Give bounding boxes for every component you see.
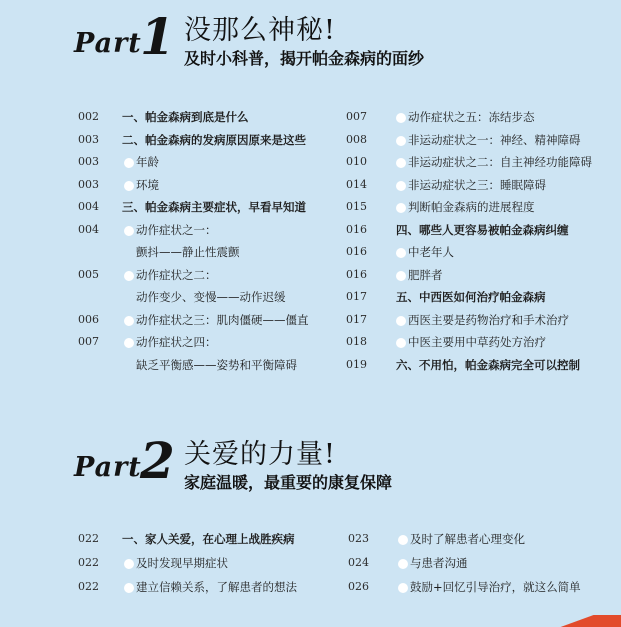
bullet-dot-icon [398,559,408,569]
part2-subtitle: 家庭温暖，最重要的康复保障 [184,473,393,492]
page-number: 017 [346,290,367,303]
part2-word: Part [74,452,142,483]
page-number: 022 [78,556,99,569]
page-number: 024 [348,556,369,569]
entry-title: 及时了解患者心理变化 [410,532,525,546]
page-number: 005 [78,267,99,281]
entry-title: 动作症状之四： [136,335,217,349]
part1-number: 1 [140,7,175,66]
page-number: 006 [78,312,99,326]
entry-title: 判断帕金森病的进展程度 [408,200,535,214]
page-number: 019 [346,357,367,371]
section-heading: 二、帕金森病的发病原因原来是这些 [122,132,306,147]
bullet-dot-icon [124,559,134,569]
section-heading: 一、家人关爱，在心理上战胜疾病 [122,532,295,546]
part2-title: 关爱的力量! [184,439,336,470]
page-number: 004 [78,200,99,213]
bullet-dot-icon [396,113,406,123]
part1-header [72,6,592,86]
entry-title: 非运动症状之三：睡眠障碍 [408,177,546,192]
page-number: 015 [346,200,367,213]
entry-title: 非运动症状之一：神经、精神障碍 [408,132,581,147]
entry-title: 建立信赖关系，了解患者的想法 [136,580,297,594]
bullet-dot-icon [124,338,134,348]
entry-title: 动作症状之二： [136,267,217,282]
entry-title: 年龄 [136,155,159,169]
entry-title: 鼓励+回忆引导治疗，就这么简单 [410,580,581,594]
entry-title: 西医主要是药物治疗和手术治疗 [408,312,569,327]
section-heading: 六、不用怕，帕金森病完全可以控制 [396,357,580,372]
entry-title: 缺乏平衡感——姿势和平衡障碍 [136,357,297,372]
entry-title: 颤抖——静止性震颤 [136,245,240,259]
part1-word: Part [74,28,142,59]
bullet-dot-icon [398,535,408,545]
page-number: 004 [78,222,99,236]
bullet-dot-icon [396,338,406,348]
bullet-dot-icon [396,316,406,326]
entry-title: 动作症状之五：冻结步态 [408,110,535,124]
page-number: 016 [346,245,367,258]
page-number: 018 [346,335,367,348]
section-heading: 三、帕金森病主要症状，早看早知道 [122,200,306,214]
bullet-dot-icon [124,158,134,168]
page-number: 014 [346,177,367,191]
entry-title: 动作症状之三：肌肉僵硬——僵直 [136,312,309,327]
bullet-dot-icon [396,203,406,213]
page-number: 008 [346,132,367,146]
page-number: 003 [78,155,99,168]
page-number: 003 [78,132,99,146]
entry-title: 及时发现早期症状 [136,556,228,570]
bullet-dot-icon [396,181,406,191]
entry-title: 与患者沟通 [410,556,468,570]
page-number: 016 [346,267,367,281]
entry-title: 动作变少、变慢——动作迟缓 [136,290,286,304]
bullet-dot-icon [396,158,406,168]
bullet-dot-icon [398,583,408,593]
page-number: 003 [78,177,99,191]
bullet-dot-icon [396,136,406,146]
entry-title: 肥胖者 [408,267,443,282]
decorative-corner [501,615,621,627]
entry-title: 环境 [136,177,159,192]
entry-title: 非运动症状之二：自主神经功能障碍 [408,155,592,169]
entry-title: 中老年人 [408,245,454,259]
page-number: 002 [78,110,99,123]
page-number: 023 [348,532,369,545]
page-number: 007 [346,110,367,123]
page-number: 017 [346,312,367,326]
page-number: 022 [78,532,99,545]
bullet-dot-icon [124,181,134,191]
part2-header [72,430,592,510]
entry-title: 中医主要用中草药处方治疗 [408,335,546,349]
bullet-dot-icon [124,316,134,326]
bullet-dot-icon [396,271,406,281]
bullet-dot-icon [124,226,134,236]
page-number: 026 [348,580,369,593]
part2-number: 2 [140,431,175,490]
entry-title: 动作症状之一： [136,222,217,237]
bullet-dot-icon [396,248,406,258]
section-heading: 四、哪些人更容易被帕金森病纠缠 [396,222,569,237]
bullet-dot-icon [124,271,134,281]
part1-subtitle: 及时小科普，揭开帕金森病的面纱 [184,49,425,68]
part1-title: 没那么神秘! [184,15,336,46]
section-heading: 一、帕金森病到底是什么 [122,110,249,124]
page-number: 007 [78,335,99,348]
section-heading: 五、中西医如何治疗帕金森病 [396,290,546,304]
page-number: 022 [78,580,99,593]
page-number: 016 [346,222,367,236]
page-number: 010 [346,155,367,168]
bullet-dot-icon [124,583,134,593]
